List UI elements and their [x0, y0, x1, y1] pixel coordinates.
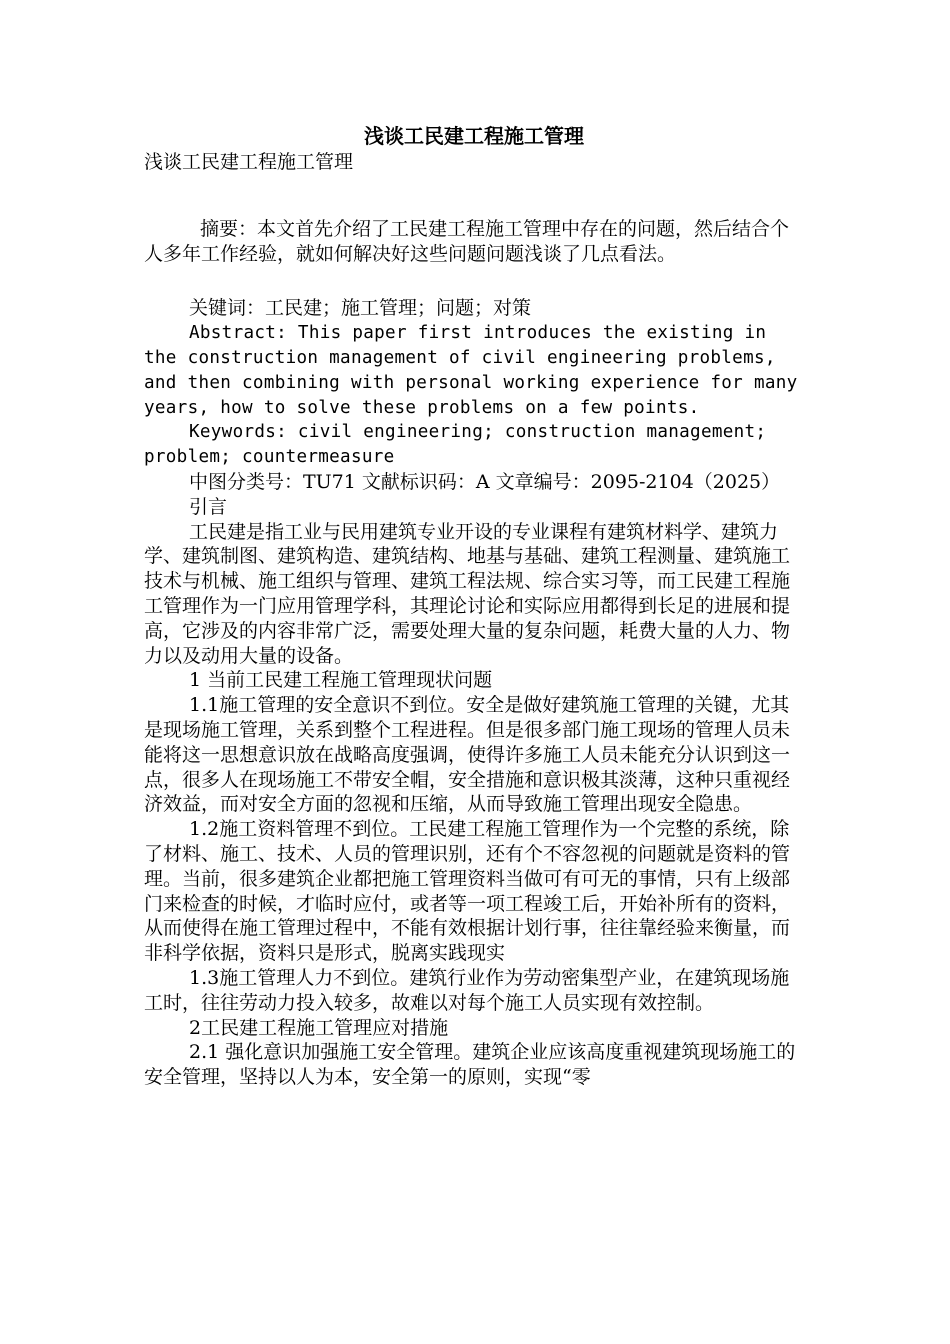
section-2-heading: 2工民建工程施工管理应对措施: [189, 1016, 449, 1039]
section-1-3-paragraph: 1.3施工管理人力不到位。建筑行业作为劳动密集型产业，在建筑现场施工时，往往劳动力投入较多，故难以对每个施工人员实现有效控制。: [144, 966, 790, 1014]
keywords-chinese: 关键词：工民建；施工管理；问题；对策: [189, 297, 532, 320]
section-1-heading: 1 当前工民建工程施工管理现状问题: [189, 669, 493, 692]
document-title: 浅谈工民建工程施工管理: [364, 124, 584, 148]
intro-paragraph: 工民建是指工业与民用建筑专业开设的专业课程有建筑材料学、建筑力学、建筑制图、建筑构造、建筑结构、地基与基础、建筑工程测量、建筑施工技术与机械、施工组织与管理、建筑工程法规、综合实习等，而工民建工程施工管理作为一门应用管理学科，其理论讨论和实际应用都得到长足的进展和提高，它涉及的内容非常广泛，需要处理大量的复杂问题，耗费大量的人力、物力以及动用大量的设备。: [144, 520, 791, 667]
section-1-1-paragraph: 1.1施工管理的安全意识不到位。安全是做好建筑施工管理的关键，尤其是现场施工管理，关系到整个工程进程。但是很多部门施工现场的管理人员未能将这一思想意识放在战略高度强调，使得许多施工人员未能充分认识到这一点，很多人在现场施工不带安全帽，安全措施和意识极其淡薄，这种只重视经济效益，而对安全方面的忽视和压缩，从而导致施工管理出现安全隐患。: [144, 694, 791, 816]
abstract-chinese: 摘要：本文首先介绍了工民建工程施工管理中存在的问题，然后结合个人多年工作经验，就如何解决好这些问题问题浅谈了几点看法。: [144, 217, 790, 265]
section-1-2-paragraph: 1.2施工资料管理不到位。工民建工程施工管理作为一个完整的系统，除了材料、施工、技术、人员的管理识别，还有个不容忽视的问题就是资料的管理。当前，很多建筑企业都把施工管理资料当做可有可无的事情，只有上级部门来检查的时候，才临时应付，或者等一项工程竣工后，开始补所有的资料，从而使得在施工管理过程中，不能有效根据计划行事，往往靠经验来衡量，而非科学依据，资料只是形式，脱离实践现实: [144, 818, 791, 965]
abstract-english: Abstract: This paper first introduces the existing in the construction management of civil engineering problems, and then combining with personal working experience for many years, how to solve these problems on a few points.: [144, 323, 798, 418]
document-subtitle: 浅谈工民建工程施工管理: [144, 151, 354, 173]
intro-heading: 引言: [189, 495, 228, 518]
section-2-1-paragraph: 2.1 强化意识加强施工安全管理。建筑企业应该高度重视建筑现场施工的安全管理，坚持以人为本，安全第一的原则，实现“零: [144, 1041, 796, 1089]
keywords-english: Keywords: civil engineering; construction management; problem; countermeasure: [144, 422, 767, 468]
document-body: [144, 122, 804, 1090]
classification-line: 中图分类号：TU71 文献标识码：A 文章编号：2095-2104（2025）: [189, 470, 781, 493]
